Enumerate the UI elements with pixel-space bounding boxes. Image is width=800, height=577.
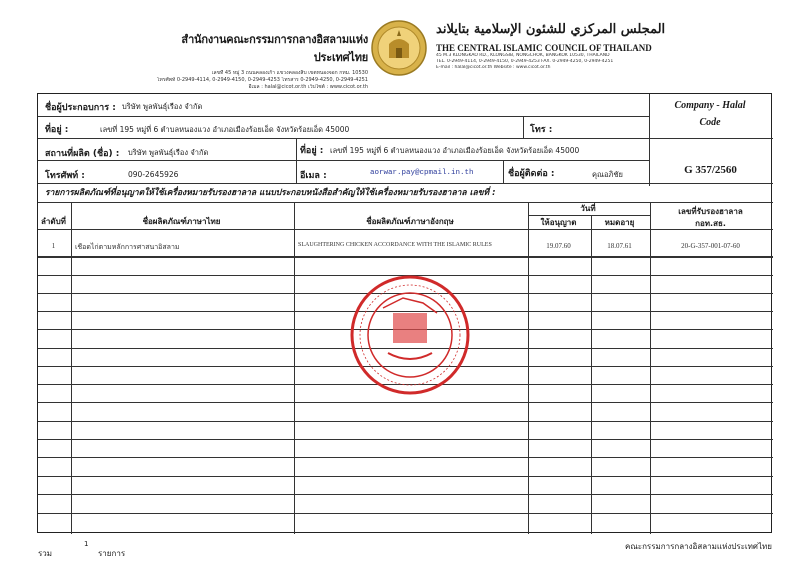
contact-value: คุณอภิชัย [592,170,623,179]
plant-value: บริษัท พูลพันธุ์เรือง จำกัด [128,148,209,157]
office-contact-english: E-mail : halal@cicot.or.th Website : www.cicot.or.th [436,65,551,70]
total-count: 1 [84,540,89,548]
office-contact-thai: อีเมล : halal@cicot.or.th เว็บไซต์ : www.cicot.or.th [248,84,368,90]
col-header-cert-line2: กอท.สธ. [695,219,726,228]
plant-address-label: ที่อยู่ : [300,146,324,156]
row-1-expire: 18.07.61 [607,242,632,250]
council-emblem-logo [371,18,427,78]
phone-label: โทร : [530,125,553,135]
code-title-line2: Code [699,117,721,128]
tel-value: 090-2645926 [128,170,179,179]
col-header-date: วันที่ [580,204,596,213]
office-phone-english: TEL. 0-2949-4114, 0-2949-4150, 0-2949-4253 FAX. 0-2949-4250, 0-2949-4251 [436,59,614,64]
col-header-english-name: ชื่อผลิตภัณฑ์ภาษาอังกฤษ [366,217,454,226]
tel-label: โทรศัพท์ : [45,171,85,181]
email-value: aorwar.pay@cpmail.in.th [370,169,474,177]
col-header-cert-line1: เลขที่รับรองฮาลาล [678,207,743,216]
total-label: รวม [38,549,53,558]
col-header-approved: ให้อนุญาต [540,218,577,227]
plant-label: สถานที่ผลิต (ชื่อ) : [45,149,120,159]
email-label: อีเมล : [300,171,327,181]
header-thai-block [148,30,368,91]
office-name-thai: สำนักงานคณะกรรมการกลางอิสลามแห่งประเทศไทย [181,33,368,64]
office-phone-thai: โทรศัพท์ 0-2949-4114, 0-2949-4150, 0-2949-4253 โทรสาร 0-2949-4250, 0-2949-4251 [156,77,368,83]
address-value: เลขที่ 195 หมู่ที่ 6 ตำบลหนองแวง อำเภอเมืองร้อยเอ็ด จังหวัดร้อยเอ็ด 45000 [100,125,350,134]
header-english-block [436,22,666,71]
intro-text: รายการผลิตภัณฑ์ที่อนุญาตให้ใช้เครื่องหมายรับรองฮาลาล แนบประกอบหนังสือสำคัญให้ใช้เครื่องหมายรับรองฮาลาล เลขที่ : [45,188,496,198]
official-red-stamp [343,273,477,397]
operator-value: บริษัท พูลพันธุ์เรือง จำกัด [122,102,203,111]
contact-label: ชื่อผู้ติดต่อ : [508,169,555,179]
col-header-no: ลำดับที่ [41,217,66,226]
operator-label: ชื่อผู้ประกอบการ : [45,103,116,113]
row-1-english-name: SLAUGHTERING CHICKEN ACCORDANCE WITH THE ISLAMIC RULES [298,242,492,248]
office-name-english: THE CENTRAL ISLAMIC COUNCIL OF THAILAND [436,43,652,53]
halal-code-value: G 357/2560 [684,164,737,176]
col-header-expire: หมดอายุ [604,218,635,227]
issuer-name: คณะกรรมการกลางอิสลามแห่งประเทศไทย [625,542,772,551]
row-1-cert: 20-G-357-001-07-60 [681,242,740,250]
office-name-arabic: المجلس المركزي للشئون الإسلامية بتايلاند [436,22,666,37]
row-1-thai-name: เชือดไก่ตามหลักการศาสนาอิสลาม [75,243,180,251]
office-address-english: 45 M.3 KLONGKAO RD., KLONGSIB, NONGCHOK, BANGKOK 10530, THAILAND [436,53,610,58]
plant-address-value: เลขที่ 195 หมู่ที่ 6 ตำบลหนองแวง อำเภอเมืองร้อยเอ็ด จังหวัดร้อยเอ็ด 45000 [330,146,580,155]
row-1-approved: 19.07.60 [546,242,571,250]
code-title-line1: Company - Halal [674,100,746,111]
total-unit: รายการ [98,549,126,558]
address-label: ที่อยู่ : [45,125,69,135]
row-1-no: 1 [51,242,56,250]
office-address-thai: เลขที่ 45 หมู่ 3 ถนนคลองเก้า แขวงคลองสิบ เขตหนองจอก กทม. 10530 [211,70,368,76]
col-header-thai-name: ชื่อผลิตภัณฑ์ภาษาไทย [142,217,221,226]
